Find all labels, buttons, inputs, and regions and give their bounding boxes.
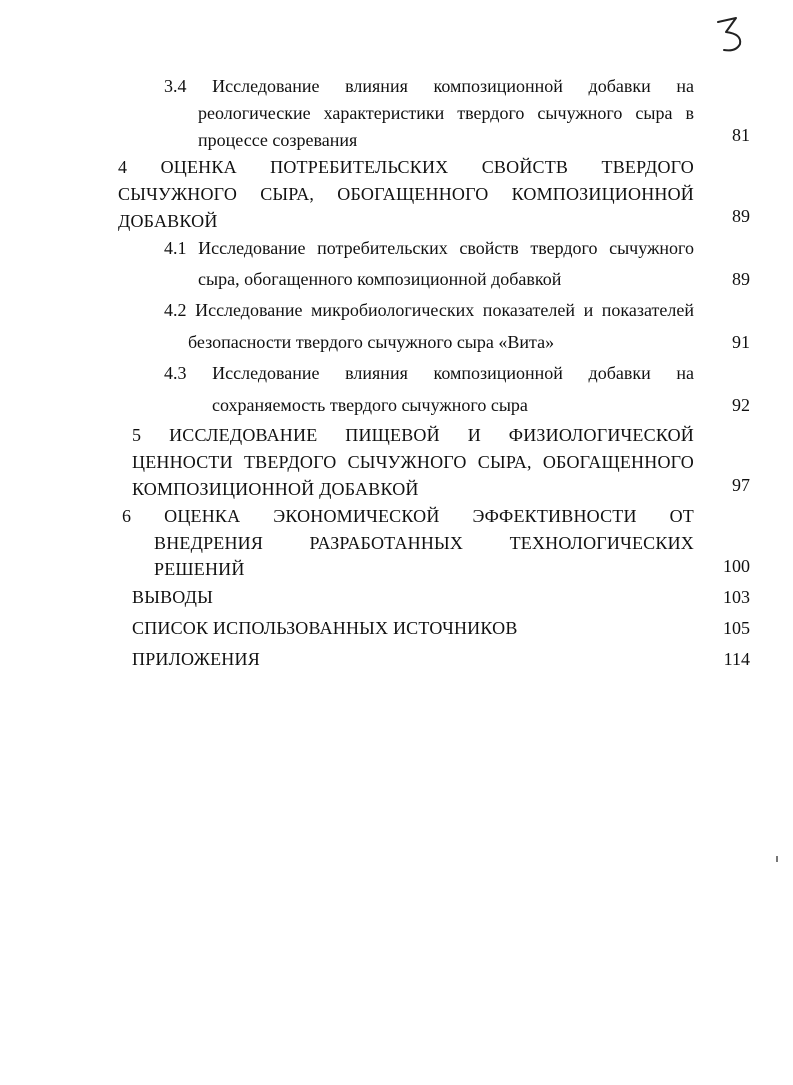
toc-conclusions-page: 103 <box>723 587 750 607</box>
toc-entry-3-4-line-2: реологические характеристики твердого сычужного сыра в <box>198 103 694 123</box>
toc-entry-3-4-line-3: процессе созревания <box>198 130 358 150</box>
toc-chapter-6-page: 100 <box>723 556 750 576</box>
handwritten-three-mark <box>714 14 748 54</box>
toc-entry-4-2-line-2: безопасности твердого сычужного сыра «Вита» <box>188 332 555 352</box>
toc-chapter-4-line-2: СЫЧУЖНОГО СЫРА, ОБОГАЩЕННОГО КОМПОЗИЦИОННОЙ <box>118 184 694 204</box>
toc-conclusions: ВЫВОДЫ <box>132 587 213 607</box>
toc-appendices-page: 114 <box>723 649 750 669</box>
toc-entry-4-2-line-1: 4.2 Исследование микробиологических показателей и показателей <box>164 300 694 320</box>
toc-chapter-5-line-2: ЦЕННОСТИ ТВЕРДОГО СЫЧУЖНОГО СЫРА, ОБОГАЩЕННОГО <box>132 452 694 472</box>
toc-appendices: ПРИЛОЖЕНИЯ <box>132 649 260 669</box>
toc-references: СПИСОК ИСПОЛЬЗОВАННЫХ ИСТОЧНИКОВ <box>132 618 518 638</box>
toc-chapter-4-page: 89 <box>732 206 750 226</box>
toc-entry-3-4-line-1: 3.4 Исследование влияния композиционной добавки на <box>164 76 694 96</box>
toc-entry-4-1-page: 89 <box>732 269 750 289</box>
toc-chapter-4-line-3: ДОБАВКОЙ <box>118 211 218 231</box>
toc-chapter-6-line-2: ВНЕДРЕНИЯ РАЗРАБОТАННЫХ ТЕХНОЛОГИЧЕСКИХ <box>154 533 694 553</box>
toc-references-page: 105 <box>723 618 750 638</box>
toc-entry-4-2-page: 91 <box>732 332 750 352</box>
toc-chapter-6-line-3: РЕШЕНИЙ <box>154 559 245 579</box>
toc-entry-4-3-line-1: 4.3 Исследование влияния композиционной добавки на <box>164 363 694 383</box>
toc-chapter-5-page: 97 <box>732 475 750 495</box>
toc-entry-3-4-page: 81 <box>732 125 750 145</box>
toc-entry-4-3-line-2: сохраняемость твердого сычужного сыра <box>212 395 528 415</box>
toc-entry-4-3-page: 92 <box>732 395 750 415</box>
scan-speck <box>776 856 778 862</box>
toc-chapter-5-line-1: 5 ИССЛЕДОВАНИЕ ПИЩЕВОЙ И ФИЗИОЛОГИЧЕСКОЙ <box>132 425 694 445</box>
handwritten-page-number <box>714 14 748 54</box>
toc-chapter-5-line-3: КОМПОЗИЦИОННОЙ ДОБАВКОЙ <box>132 479 419 499</box>
toc-chapter-6-line-1: 6 ОЦЕНКА ЭКОНОМИЧЕСКОЙ ЭФФЕКТИВНОСТИ ОТ <box>122 506 694 526</box>
toc-entry-4-1-line-1: 4.1 Исследование потребительских свойств твердого сычужного <box>164 238 694 258</box>
toc-entry-4-1-line-2: сыра, обогащенного композиционной добавкой <box>198 269 562 289</box>
toc-chapter-4-line-1: 4 ОЦЕНКА ПОТРЕБИТЕЛЬСКИХ СВОЙСТВ ТВЕРДОГО <box>118 157 694 177</box>
